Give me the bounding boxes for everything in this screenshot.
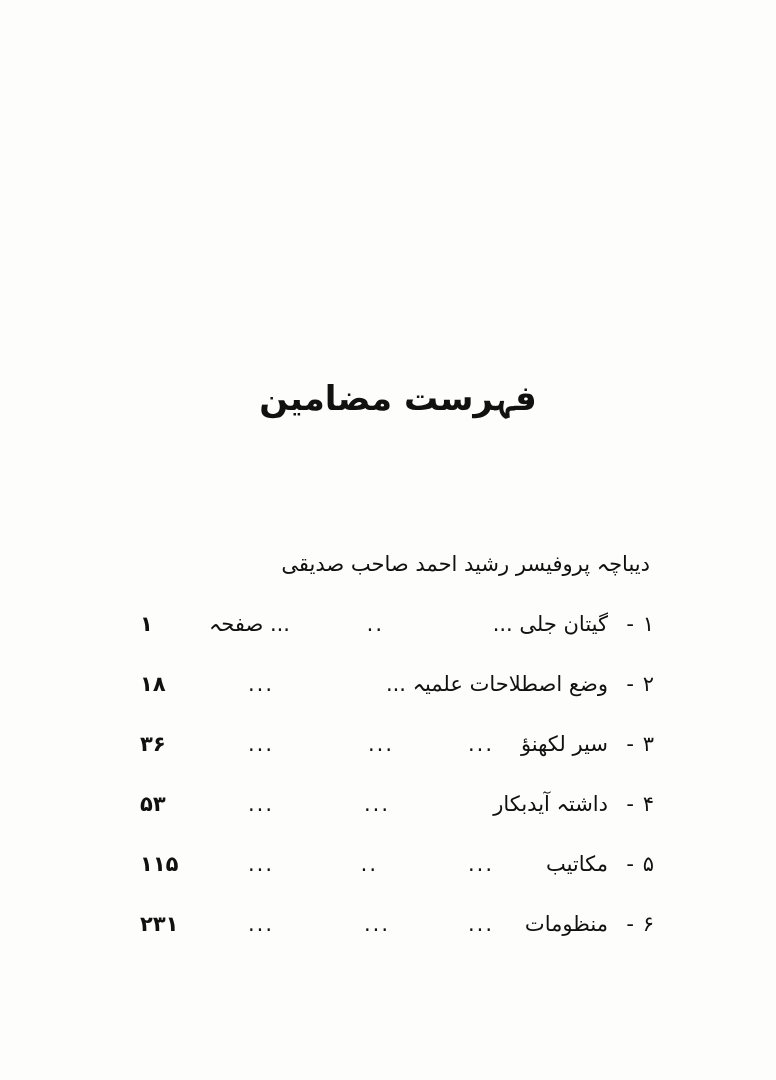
entry-leader-dots: ... صفحہ <box>208 612 290 636</box>
entry-leader-dots: ... <box>247 792 274 816</box>
entry-leader-dots: .. <box>360 852 378 876</box>
toc-entry <box>140 672 654 706</box>
entry-page-number: ۳۶ <box>140 732 166 756</box>
entry-page-number: ۱۸ <box>140 672 166 696</box>
toc-entry <box>140 612 654 646</box>
entry-leader-dots: ... <box>247 852 274 876</box>
entry-leader-dots: ... <box>363 912 390 936</box>
entry-title: وضع اصطلاحات علمیہ ... <box>385 672 608 696</box>
entry-leader-dots: ... <box>467 852 494 876</box>
preface-line: دیباچہ پروفیسر رشید احمد صاحب صدیقی <box>281 552 650 576</box>
entry-dash: - <box>626 912 634 936</box>
entry-leader-dots: ... <box>363 792 390 816</box>
entry-dash: - <box>626 792 634 816</box>
entry-leader-dots: .. <box>366 612 384 636</box>
entry-leader-dots: ... <box>467 732 494 756</box>
entry-page-number: ۵۳ <box>140 792 166 816</box>
entry-number: ۲ <box>642 672 654 696</box>
entry-title: داشتہ آیدبکار <box>493 792 608 816</box>
entry-title: سیر لکھنؤ <box>520 732 608 756</box>
entry-dash: - <box>626 852 634 876</box>
entry-number: ۳ <box>642 732 654 756</box>
toc-entry <box>140 792 654 826</box>
entry-number: ۵ <box>642 852 654 876</box>
entry-leader-dots: ... <box>247 672 274 696</box>
entry-leader-dots: ... <box>247 912 274 936</box>
entry-title: منظومات <box>524 912 608 936</box>
toc-entry <box>140 852 654 886</box>
entry-title: گیتان جلی ... <box>492 612 608 636</box>
entry-leader-dots: ... <box>367 732 394 756</box>
page-title: فہرست مضامین <box>259 379 537 419</box>
toc-entry <box>140 912 654 946</box>
toc-entry <box>140 732 654 766</box>
entry-dash: - <box>626 732 634 756</box>
entry-number: ۶ <box>642 912 654 936</box>
entry-title: مکاتیب <box>545 852 608 876</box>
entry-page-number: ۱ <box>140 612 153 636</box>
entry-dash: - <box>626 672 634 696</box>
entry-page-number: ۲۳۱ <box>140 912 179 936</box>
entry-leader-dots: ... <box>247 732 274 756</box>
entry-page-number: ۱۱۵ <box>140 852 179 876</box>
entry-number: ۴ <box>642 792 654 816</box>
entry-number: ۱ <box>642 612 654 636</box>
entry-dash: - <box>626 612 634 636</box>
entry-leader-dots: ... <box>467 912 494 936</box>
